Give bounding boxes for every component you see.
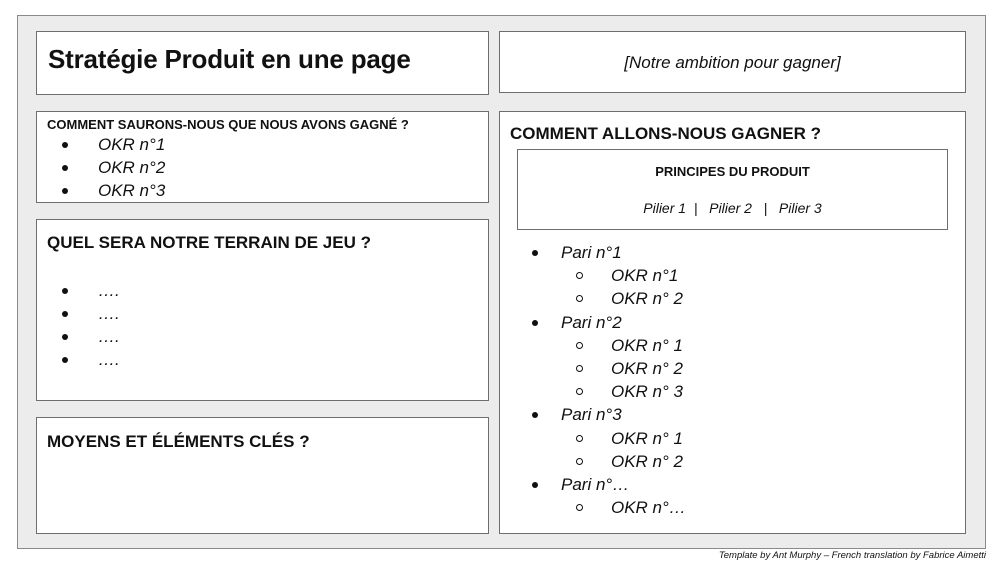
page-title: Stratégie Produit en une page	[48, 44, 411, 74]
piliers-text: Pilier 1 | Pilier 2 | Pilier 3	[643, 200, 822, 216]
pari-item	[526, 473, 686, 519]
pari-okr-list	[526, 496, 686, 519]
moyens-panel	[36, 417, 489, 534]
okr-item: OKR n°1	[56, 133, 165, 156]
pari-label: Pari n°3	[526, 403, 686, 426]
pari-okr-list	[526, 264, 686, 310]
pari-item	[526, 241, 686, 311]
title-panel	[36, 31, 489, 95]
terrain-item: ….	[56, 325, 120, 348]
pari-item	[526, 311, 686, 404]
moyens-heading: MOYENS ET ÉLÉMENTS CLÉS ?	[47, 432, 310, 451]
principes-title: PRINCIPES DU PRODUIT	[655, 164, 810, 179]
okr-panel	[36, 111, 489, 203]
pari-okr-item: OKR n° 2	[526, 287, 686, 310]
okr-heading: COMMENT SAURONS-NOUS QUE NOUS AVONS GAGNÉ ?	[47, 117, 409, 132]
pari-okr-list	[526, 427, 686, 473]
gagner-panel	[499, 111, 966, 534]
ambition-panel	[499, 31, 966, 93]
pari-label: Pari n°1	[526, 241, 686, 264]
okr-item: OKR n°2	[56, 156, 165, 179]
okr-item: OKR n°3	[56, 179, 165, 202]
credit-text: Template by Ant Murphy – French translation by Fabrice Aimetti	[718, 550, 986, 561]
ambition-text: [Notre ambition pour gagner]	[624, 53, 841, 72]
terrain-heading: QUEL SERA NOTRE TERRAIN DE JEU ?	[47, 233, 371, 252]
pari-okr-item: OKR n°1	[526, 264, 686, 287]
gagner-heading: COMMENT ALLONS-NOUS GAGNER ?	[510, 124, 822, 143]
pari-okr-item: OKR n°…	[526, 496, 686, 519]
pari-okr-item: OKR n° 1	[526, 334, 686, 357]
principes-panel	[517, 149, 948, 230]
terrain-panel	[36, 219, 489, 401]
pari-label: Pari n°…	[526, 473, 686, 496]
pari-label: Pari n°2	[526, 311, 686, 334]
pari-item	[526, 403, 686, 473]
pari-okr-item: OKR n° 2	[526, 450, 686, 473]
okr-list	[56, 133, 165, 202]
pari-okr-item: OKR n° 3	[526, 380, 686, 403]
terrain-item: ….	[56, 279, 120, 302]
pari-okr-item: OKR n° 1	[526, 427, 686, 450]
terrain-list	[56, 279, 120, 371]
terrain-item: ….	[56, 302, 120, 325]
terrain-item: ….	[56, 348, 120, 371]
paris-list	[526, 241, 686, 519]
pari-okr-list	[526, 334, 686, 404]
pari-okr-item: OKR n° 2	[526, 357, 686, 380]
